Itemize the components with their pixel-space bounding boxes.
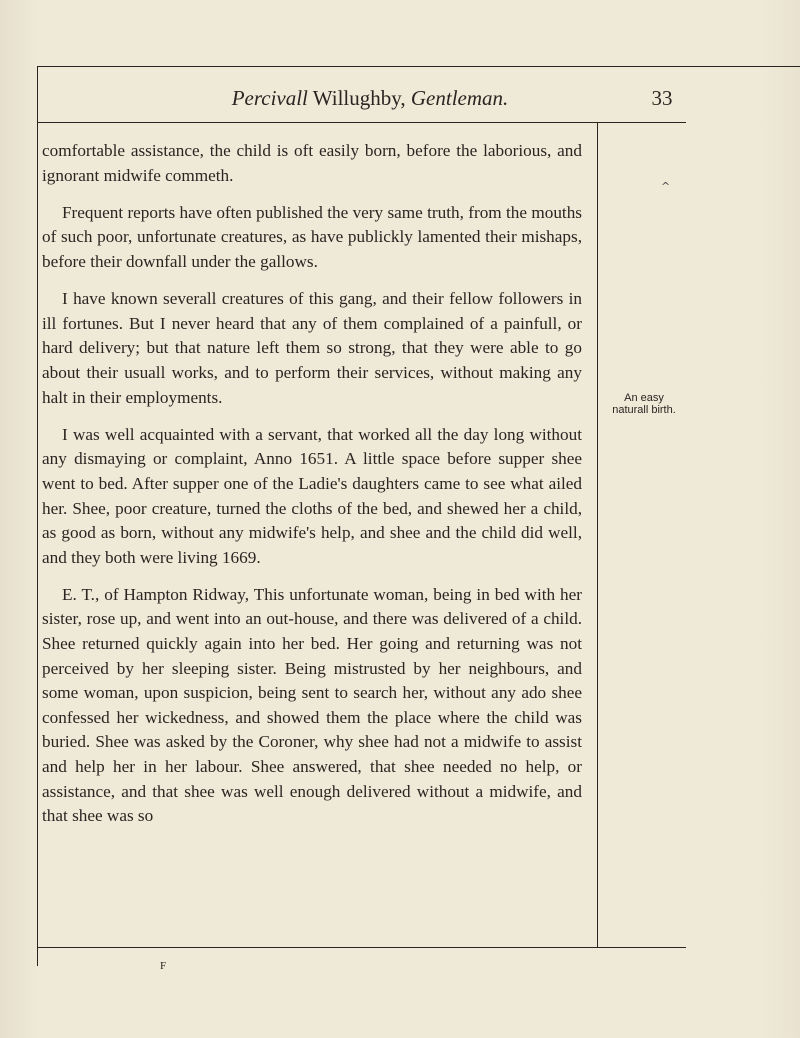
paragraph: E. T., of Hampton Ridway, This unfortunate woman, being in bed with her sister, rose up, and went into an out-house, and there was delivered of a child. Shee returned quickly again into her bed. Her going and returning was not perceived by her sleeping sister. Being mistrusted by her neighbours, and some woman, upon suspicion, being sent to search her, without any ado shee confessed her wickedness, and showed them the place where the child was buried. Shee was asked by the Coroner, why shee had not a midwife to assist and help her in her labour. Shee answered, that shee needed no help, or assistance, and that shee was well enough delivered without a midwife, and that shee was so [42,584,582,826]
frame-top-rule [38,66,800,67]
marginal-note-line: naturall birth. [612,404,676,416]
marginal-note-line: An easy [624,392,664,404]
paragraph: I was well acquainted with a servant, that worked all the day long without any dismaying or complaint, Anno 1651. A little space before supper shee went to bed. After supper one of the Ladie's daughters came to see what ailed her. Shee, poor creature, turned the cloths of the bed, and shewed her a child, as good as born, without any midwife's help, and shee and the child did well, and they both were living 1669. [42,424,582,567]
page-number: 33 [651,86,673,110]
running-head-italic-title: Gentleman. [410,86,509,110]
running-head-italic-name: Percivall [231,86,308,110]
marginal-note [603,392,685,416]
frame-left-rule [37,66,38,966]
header-rule [38,122,686,123]
main-text [42,139,582,841]
paragraph: I have known severall creatures of this gang, and their fellow followers in ill fortunes. But I never heard that any of them complained of a painfull, or hard delivery; but that nature left them so strong, that they were able to go about their usuall works, and to perform their services, without making any halt in their employments. [42,289,582,407]
paragraph: comfortable assistance, the child is oft easily born, before the laborious, and ignorant midwife commeth. [42,141,582,185]
paragraph: Frequent reports have often published the very same truth, from the mouths of such poor, unfortunate creatures, as have publickly lamented their mishaps, before their downfall under the gallows. [42,202,582,271]
running-head-surname: Willughby, [312,86,406,110]
running-head [150,86,590,111]
footer-rule [38,947,686,948]
ink-speck: ^ [661,180,671,193]
signature-mark: F [160,960,167,972]
margin-column-rule [597,122,598,947]
